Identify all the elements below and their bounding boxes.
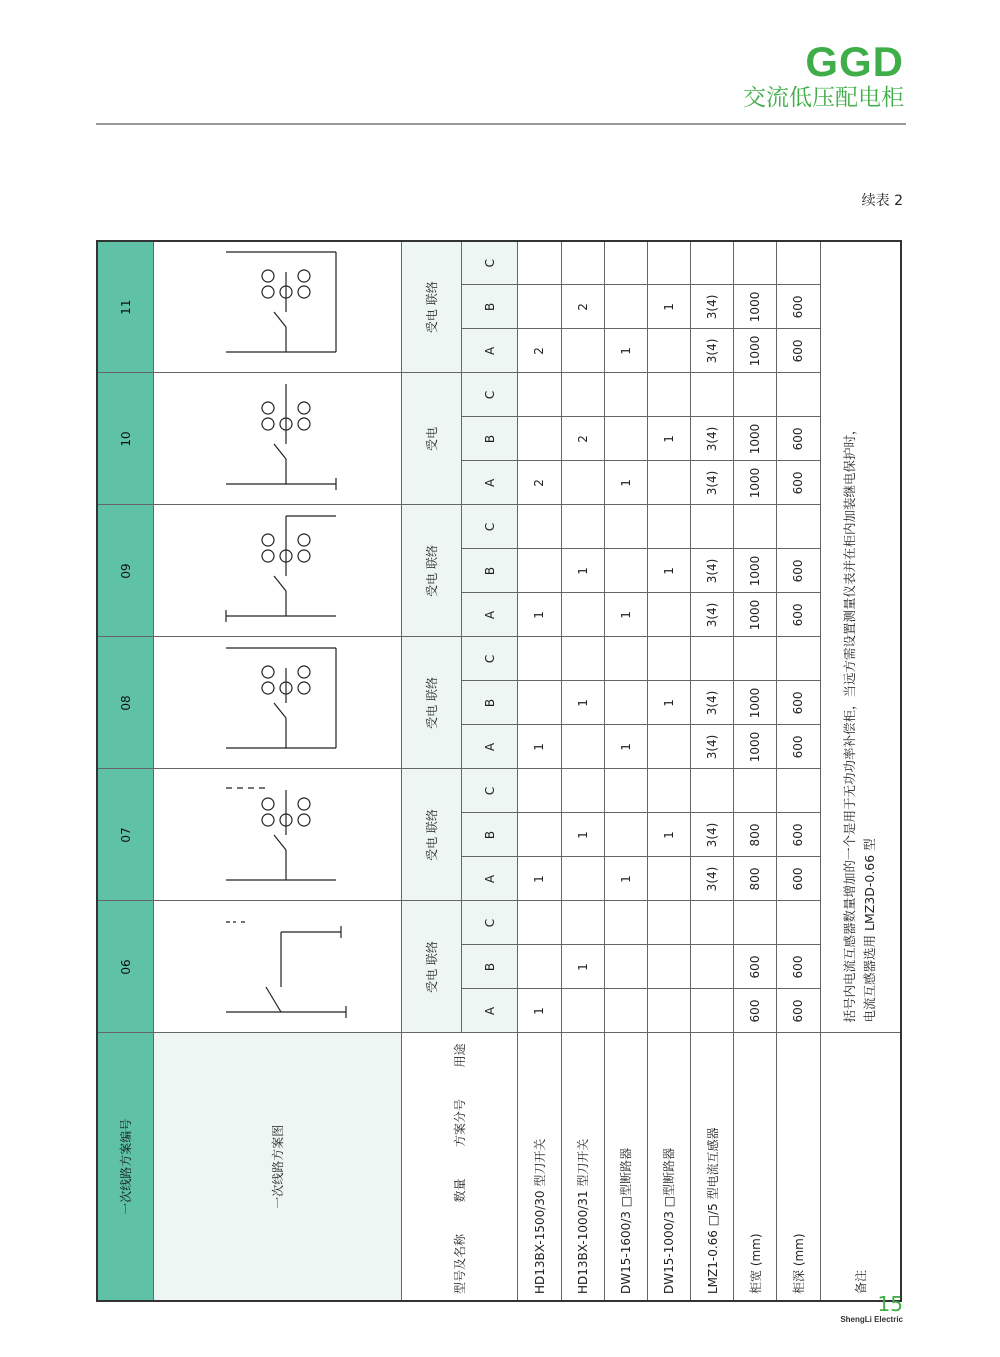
quantity-cell <box>518 813 561 857</box>
quantity-cell <box>691 769 734 813</box>
quantity-cell <box>691 945 734 989</box>
sub-label: 方案分号 <box>453 1099 468 1148</box>
circuit-diagram-06-icon <box>186 901 366 1033</box>
scheme-number: 06 <box>97 901 154 1033</box>
quantity-cell <box>647 989 690 1033</box>
quantity-cell: 3(4) <box>691 857 734 901</box>
remark-label: 备注 <box>820 1033 901 1301</box>
dimension-cell: 600 <box>734 989 777 1033</box>
dimension-cell <box>777 769 820 813</box>
quantity-cell: 1 <box>518 725 561 769</box>
quantity-cell <box>604 241 647 285</box>
scheme-number-row <box>97 241 154 1301</box>
quantity-cell: 1 <box>518 857 561 901</box>
table-row <box>691 241 734 1301</box>
scheme-table-rotated <box>96 240 902 1302</box>
quantity-cell <box>691 637 734 681</box>
quantity-cell: 1 <box>604 593 647 637</box>
quantity-cell <box>604 989 647 1033</box>
dimension-cell: 1000 <box>734 285 777 329</box>
quantity-cell <box>647 637 690 681</box>
brand-block <box>743 40 904 112</box>
page-footer <box>840 1293 903 1324</box>
quantity-cell: 2 <box>518 461 561 505</box>
dimension-cell: 1000 <box>734 593 777 637</box>
scheme-table-container <box>96 238 904 1302</box>
quantity-cell <box>604 417 647 461</box>
remark-row <box>820 241 901 1301</box>
dimension-cell: 1000 <box>734 329 777 373</box>
sub-cell: B <box>461 285 518 329</box>
circuit-diagram-10-icon <box>186 373 366 505</box>
dimension-cell: 600 <box>777 461 820 505</box>
quantity-cell <box>561 241 604 285</box>
scheme-number: 10 <box>97 373 154 505</box>
quantity-cell <box>561 329 604 373</box>
dimension-cell: 600 <box>777 593 820 637</box>
quantity-cell <box>647 241 690 285</box>
circuit-diagram-11 <box>154 241 402 373</box>
dimension-cell: 600 <box>777 549 820 593</box>
purpose-cell: 受电 联络 <box>402 241 461 373</box>
continued-label: 续表 2 <box>861 193 903 209</box>
quantity-cell <box>561 461 604 505</box>
quantity-cell: 1 <box>647 549 690 593</box>
dimension-cell: 600 <box>777 417 820 461</box>
quantity-cell <box>561 857 604 901</box>
quantity-cell <box>691 241 734 285</box>
dimension-cell <box>777 373 820 417</box>
quantity-cell: 1 <box>647 681 690 725</box>
quantity-cell: 3(4) <box>691 549 734 593</box>
quantity-cell: 1 <box>647 813 690 857</box>
dimension-cell: 1000 <box>734 681 777 725</box>
dimension-cell <box>734 637 777 681</box>
remark-line-1: 括号内电流互感器数量增加的一个是用于无功功率补偿柜，当远方需设置测量仪表并在柜内加装继电保护时， <box>842 422 858 1023</box>
quantity-cell <box>518 285 561 329</box>
purpose-row <box>402 241 461 1301</box>
quantity-cell <box>604 681 647 725</box>
quantity-cell <box>604 505 647 549</box>
diagram-row <box>154 241 402 1301</box>
quantity-cell <box>647 725 690 769</box>
sub-cell: A <box>461 593 518 637</box>
purpose-cell: 受电 联络 <box>402 901 461 1033</box>
dimension-cell: 600 <box>777 857 820 901</box>
quantity-cell <box>647 857 690 901</box>
dimension-cell <box>734 901 777 945</box>
quantity-cell <box>561 373 604 417</box>
table-row <box>604 241 647 1301</box>
sub-cell: C <box>461 373 518 417</box>
quantity-cell <box>647 769 690 813</box>
quantity-cell: 3(4) <box>691 681 734 725</box>
quantity-cell <box>518 241 561 285</box>
component-name: DW15-1000/3 □型断路器 <box>647 1033 690 1301</box>
dimension-cell <box>734 505 777 549</box>
model-label: 型号及名称 <box>453 1233 468 1294</box>
remark-text <box>820 241 901 1033</box>
width-row <box>734 241 777 1301</box>
quantity-cell: 1 <box>604 857 647 901</box>
quantity-cell: 2 <box>561 285 604 329</box>
quantity-cell <box>561 901 604 945</box>
quantity-cell <box>604 549 647 593</box>
company-name: ShengLi Electric <box>840 1315 903 1324</box>
table-row <box>561 241 604 1301</box>
quantity-cell: 1 <box>604 461 647 505</box>
quantity-cell <box>604 285 647 329</box>
page-number: 15 <box>877 1292 903 1316</box>
quantity-cell <box>691 505 734 549</box>
quantity-cell: 1 <box>518 593 561 637</box>
quantity-cell: 3(4) <box>691 329 734 373</box>
dimension-cell <box>734 373 777 417</box>
scheme-table <box>96 240 902 1302</box>
sub-cell: C <box>461 637 518 681</box>
depth-row <box>777 241 820 1301</box>
quantity-cell <box>518 637 561 681</box>
quantity-cell <box>604 901 647 945</box>
sub-cell: B <box>461 417 518 461</box>
quantity-cell: 1 <box>604 329 647 373</box>
purpose-cell: 受电 <box>402 373 461 505</box>
quantity-cell: 1 <box>561 681 604 725</box>
scheme-number: 07 <box>97 769 154 901</box>
component-name: LMZ1-0.66 □/5 型电流互感器 <box>691 1033 734 1301</box>
quantity-cell <box>561 593 604 637</box>
dimension-cell: 1000 <box>734 725 777 769</box>
quantity-cell <box>561 769 604 813</box>
purpose-cell: 受电 联络 <box>402 637 461 769</box>
quantity-cell: 1 <box>561 945 604 989</box>
header-diagonal-cell <box>402 1033 518 1301</box>
component-name: HD13BX-1000/31 型刀开关 <box>561 1033 604 1301</box>
dimension-cell <box>777 901 820 945</box>
quantity-cell <box>561 725 604 769</box>
dimension-cell: 1000 <box>734 549 777 593</box>
quantity-cell: 3(4) <box>691 725 734 769</box>
header-divider <box>96 123 906 125</box>
sub-cell: C <box>461 901 518 945</box>
diagram-header-cell: 一次线路方案图 <box>154 1033 402 1301</box>
scheme-number: 08 <box>97 637 154 769</box>
dimension-cell: 600 <box>777 725 820 769</box>
dimension-cell: 800 <box>734 813 777 857</box>
quantity-cell: 3(4) <box>691 417 734 461</box>
width-label: 柜宽 (mm) <box>734 1033 777 1301</box>
sub-cell: A <box>461 461 518 505</box>
scheme-header-cell: 一次线路方案编号 <box>97 1033 154 1301</box>
quantity-cell <box>647 329 690 373</box>
purpose-label: 用途 <box>453 1043 468 1068</box>
quantity-label: 数量 <box>453 1178 468 1203</box>
quantity-cell: 1 <box>647 417 690 461</box>
circuit-diagram-07 <box>154 769 402 901</box>
sub-cell: A <box>461 857 518 901</box>
quantity-cell: 1 <box>518 989 561 1033</box>
dimension-cell: 1000 <box>734 417 777 461</box>
quantity-cell <box>647 373 690 417</box>
product-subtitle: 交流低压配电柜 <box>743 85 904 111</box>
component-name: DW15-1600/3 □型断路器 <box>604 1033 647 1301</box>
sub-cell: A <box>461 989 518 1033</box>
circuit-diagram-08-icon <box>186 637 366 769</box>
quantity-cell: 3(4) <box>691 285 734 329</box>
remark-line-2: 电流互感器选用 LMZ3D-0.66 型 <box>862 838 878 1023</box>
component-rows <box>518 241 734 1301</box>
quantity-cell <box>518 769 561 813</box>
scheme-number: 09 <box>97 505 154 637</box>
quantity-cell <box>518 505 561 549</box>
quantity-cell <box>647 593 690 637</box>
quantity-cell <box>604 813 647 857</box>
sub-cell: B <box>461 945 518 989</box>
circuit-diagram-10 <box>154 373 402 505</box>
dimension-cell <box>734 241 777 285</box>
quantity-cell <box>518 373 561 417</box>
quantity-cell <box>647 945 690 989</box>
scheme-number: 11 <box>97 241 154 373</box>
quantity-cell: 3(4) <box>691 593 734 637</box>
sub-cell: C <box>461 241 518 285</box>
quantity-cell <box>518 417 561 461</box>
depth-label: 柜深 (mm) <box>777 1033 820 1301</box>
table-row <box>518 241 561 1301</box>
dimension-cell: 600 <box>777 285 820 329</box>
quantity-cell <box>647 461 690 505</box>
dimension-cell: 600 <box>777 945 820 989</box>
quantity-cell: 1 <box>604 725 647 769</box>
quantity-cell <box>691 901 734 945</box>
quantity-cell <box>691 989 734 1033</box>
circuit-diagram-09-icon <box>186 505 366 637</box>
quantity-cell: 2 <box>561 417 604 461</box>
dimension-cell: 600 <box>734 945 777 989</box>
dimension-cell: 600 <box>777 681 820 725</box>
quantity-cell: 2 <box>518 329 561 373</box>
quantity-cell <box>604 945 647 989</box>
quantity-cell: 1 <box>561 813 604 857</box>
quantity-cell <box>561 989 604 1033</box>
quantity-cell: 3(4) <box>691 461 734 505</box>
quantity-cell <box>691 373 734 417</box>
quantity-cell <box>561 637 604 681</box>
dimension-cell: 600 <box>777 813 820 857</box>
quantity-cell <box>561 505 604 549</box>
dimension-cell <box>734 769 777 813</box>
dimension-cell: 1000 <box>734 461 777 505</box>
quantity-cell <box>604 373 647 417</box>
quantity-cell <box>647 505 690 549</box>
quantity-cell <box>518 901 561 945</box>
quantity-cell <box>518 549 561 593</box>
circuit-diagram-07-icon <box>186 769 366 901</box>
dimension-cell: 600 <box>777 989 820 1033</box>
product-code: GGD <box>805 38 904 85</box>
quantity-cell <box>518 681 561 725</box>
sub-cell: A <box>461 329 518 373</box>
sub-cell: A <box>461 725 518 769</box>
quantity-cell: 3(4) <box>691 813 734 857</box>
sub-cell: B <box>461 813 518 857</box>
quantity-cell <box>604 769 647 813</box>
dimension-cell <box>777 241 820 285</box>
circuit-diagram-06 <box>154 901 402 1033</box>
circuit-diagram-08 <box>154 637 402 769</box>
dimension-cell: 600 <box>777 329 820 373</box>
quantity-cell: 1 <box>561 549 604 593</box>
circuit-diagram-09 <box>154 505 402 637</box>
sub-cell: B <box>461 549 518 593</box>
sub-cell: B <box>461 681 518 725</box>
component-name: HD13BX-1500/30 型刀开关 <box>518 1033 561 1301</box>
sub-cell: C <box>461 505 518 549</box>
dimension-cell <box>777 637 820 681</box>
dimension-cell: 800 <box>734 857 777 901</box>
sub-cell: C <box>461 769 518 813</box>
dimension-cell <box>777 505 820 549</box>
quantity-cell: 1 <box>647 285 690 329</box>
quantity-cell <box>647 901 690 945</box>
circuit-diagram-11-icon <box>186 241 366 373</box>
table-row <box>647 241 690 1301</box>
quantity-cell <box>518 945 561 989</box>
purpose-cell: 受电 联络 <box>402 505 461 637</box>
quantity-cell <box>604 637 647 681</box>
purpose-cell: 受电 联络 <box>402 769 461 901</box>
